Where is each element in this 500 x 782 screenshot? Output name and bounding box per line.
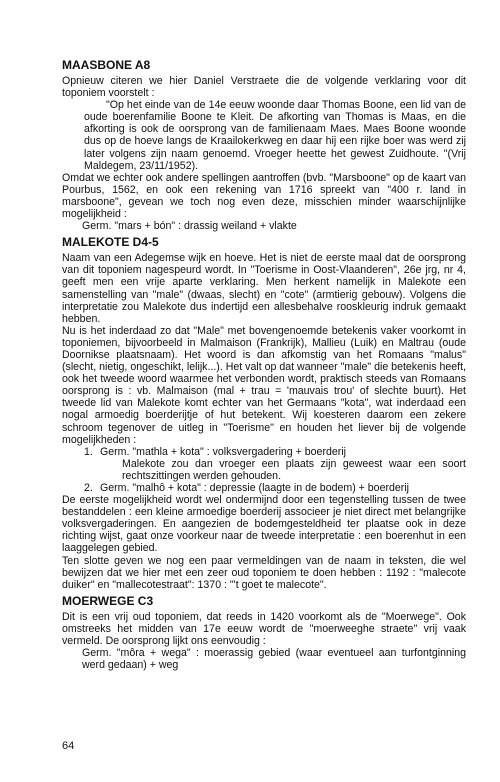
list-text: Germ. "malhô + kota" : depressie (laagte in de bodem) + boerderij — [100, 482, 410, 494]
etymology-line: Germ. "mars + bón" : drassig weiland + vlakte — [82, 220, 297, 233]
section-title: MAASBONE A8 — [62, 58, 151, 72]
paragraph: De eerste mogelijkheid wordt wel ondermijnd door een tegenstelling tussen de twee bestanddelen : een kleine armoedige boerderij associeer je niet direct met belangrijke volksvergaderingen. En aangezien de bodemgesteldheid ter plaatse ook in deze richting wijst, gaat onze voorkeur naar de tweede interpretatie : een boerenhut in een laaggelegen gebied. — [62, 494, 466, 555]
section-moerwege — [62, 594, 466, 671]
section-malekote — [62, 235, 466, 591]
list-subtext: Malekote zou dan vroeger een plaats zijn geweest waar een soort rechtszittingen werden gehouden. — [122, 457, 466, 482]
possibilities-list — [62, 446, 466, 494]
page-content — [62, 58, 466, 671]
list-number: 2. — [84, 482, 93, 494]
page-number: 64 — [62, 740, 75, 752]
list-text: Germ. "mathla + kota" : volksvergadering + boerderij — [100, 445, 346, 458]
section-title: MOERWEGE C3 — [62, 593, 154, 608]
quote-paragraph: "Op het einde van de 14e eeuw woonde daar Thomas Boone, een lid van de oude boerenfamilie Boone te Kleit. De afkorting van Thomas is Maas, en die afkorting is ook de oorsprong van de familienaam Maes. Maes Boone woonde dus op de hoeve langs de Kraailokerkweg en daar hij een rijke boer was werd zij later volgens zijn naam genoemd. Vroeger heette het gewest Zuidhoute. "(Vrij Maldegem, 23/11/1952). — [84, 99, 466, 172]
paragraph: Omdat we echter ook andere spellingen aantroffen (bvb. "Marsboone" op de kaart van Pourbus, 1562, en ook een rekening van 1716 spreekt van "400 r. land in marsboone", gevean we toch nog even deze, misschien minder waarschijnlijke mogelijkheid : — [62, 171, 466, 221]
paragraph: Ten slotte geven we nog een paar vermeldingen van de naam in teksten, die wel bewijzen dat we hier met een zeer oud toponiem te doen hebben : 1192 : "malecote duiker" en "mallecotestraat": 1370 : "'t goet te malecote". — [62, 554, 466, 591]
paragraph: Nu is het inderdaad zo dat "Male" met bovengenoemde betekenis vaker voorkomt in toponiemen, bijvoorbeeld in Malmaison (Frankrijk), Mallieu (Luik) en Maltrau (oude Doornikse plaatsnaam). Het woord is dan afkomstig van het Romaans "malus" (slecht, nietig, ongeschikt, lelijk...). Het valt op dat wanneer "male" die betekenis heeft, ook het tweede woord waarmee het verbonden wordt, praktisch steeds van Romaans oorsprong is : vb. Malmaison (mal + trau = 'mauvais trou' of slechte buurt). Het tweede lid van Malekote komt echter van het Germaans "kota", wat inderdaad een nogal armoedig boerderijtje of hut betekent. Wij koesteren daarom een zekere schroom tegenover de uitleg in "Toerisme" en houden het liever bij de volgende mogelijkheden : — [62, 324, 466, 446]
paragraph: Naam van een Adegemse wijk en hoeve. Het is niet de eerste maal dat de oorsprong van dit toponiem nagespeurd wordt. In "Toerisme in Oost-Vlaanderen", 26e jrg, nr 4, geeft men een vrije aparte verklaring. Men herkent namelijk in Malekote een samenstelling van "male" (dwaas, slecht) en "cote" (armtierig gebouw). Volgens die interpretatie zou Malekote dus indertijd een allesbehalve rooskleurig indruk gemaakt hebben. — [62, 252, 466, 325]
list-number: 1. — [84, 445, 93, 458]
paragraph: Opnieuw citeren we hier Daniel Verstraete die de volgende verklaring voor dit toponiem voorstelt : — [62, 75, 466, 100]
paragraph: Dit is een vrij oud toponiem, dat reeds in 1420 voorkomt als de "Moerwege". Ook omstreeks het midden van 17e eeuw wordt de "moerweeghe straete" vrij vaak vermeld. De oorsprong lijkt ons eenvoudig : — [62, 610, 466, 648]
list-item — [84, 446, 466, 458]
section-maasbone — [62, 58, 466, 232]
section-title: MALEKOTE D4-5 — [62, 235, 159, 250]
list-item — [84, 482, 466, 494]
etymology-line: Germ. "môra + wega" : moerassig gebied (waar eventueel aan turfontginning werd gedaan) + weg — [82, 647, 466, 672]
